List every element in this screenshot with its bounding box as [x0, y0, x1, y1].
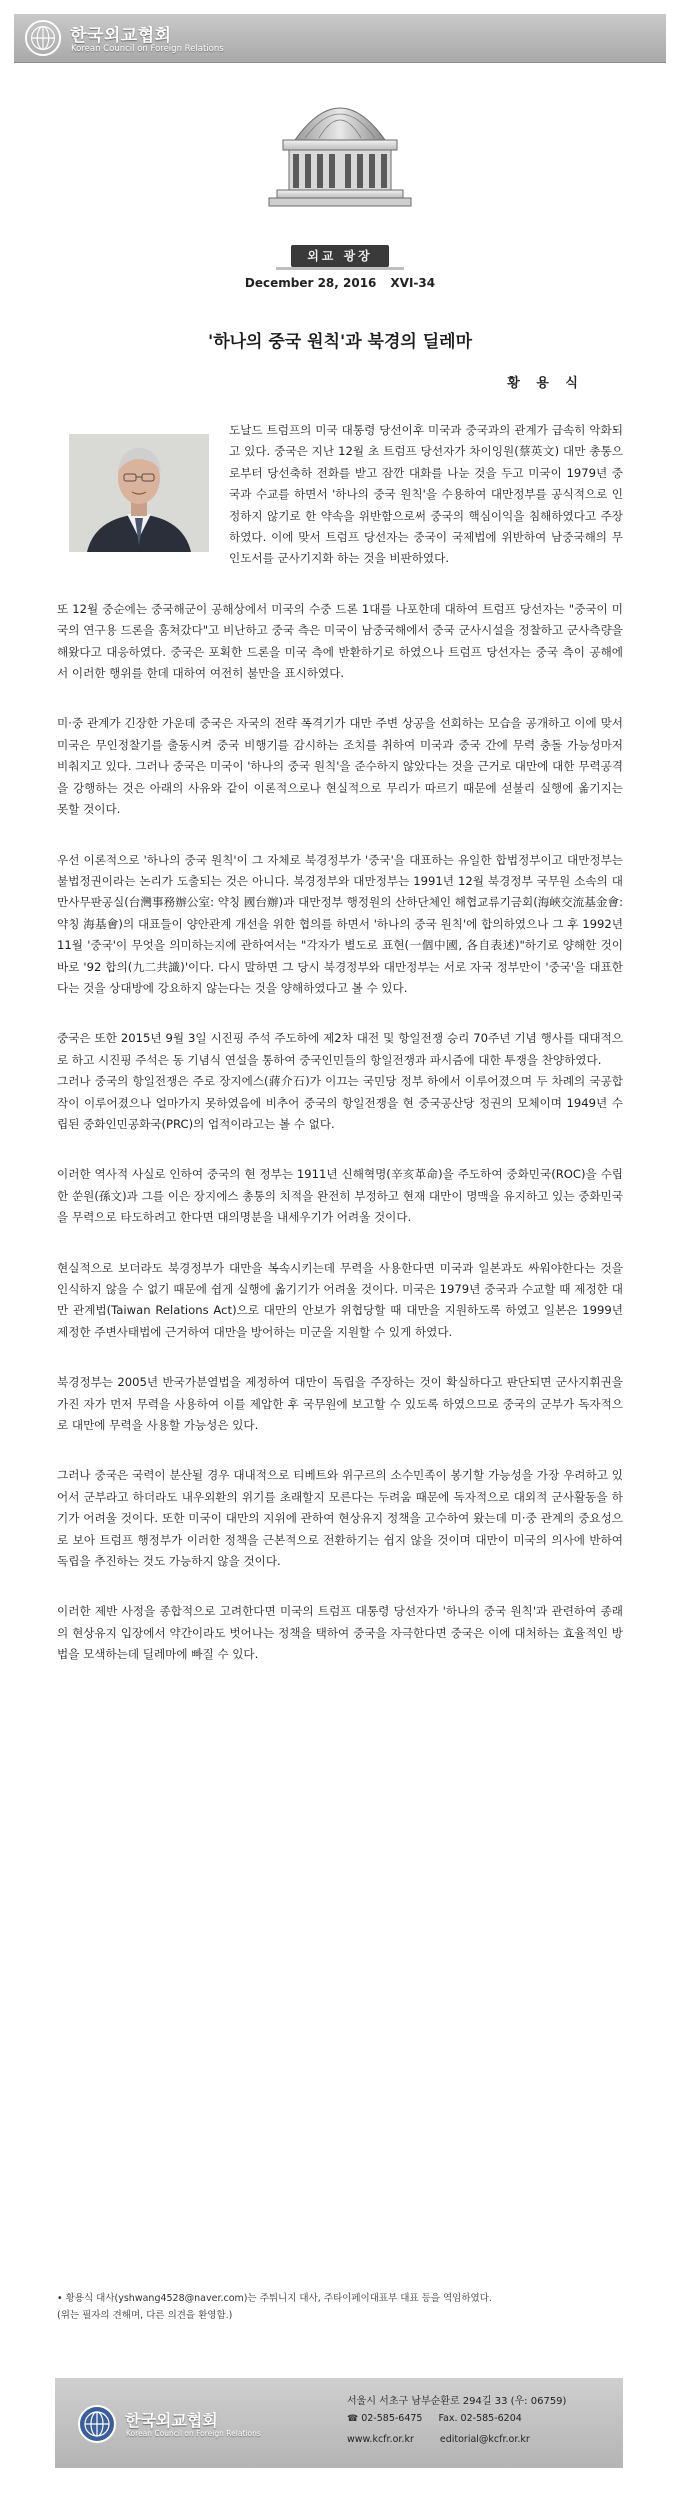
author-note [57, 2290, 623, 2324]
footer-phone-line [347, 2413, 522, 2424]
issue-date: December 28, 2016 [244, 276, 377, 290]
paragraph-4: 우선 이론적으로 '하나의 중국 원칙'이 그 자체로 북경정부가 '중국'을 대표하는 유일한 합법정부이고 대만정부는 불법정권이라는 논리가 도출되는 것은 아니다. 북경정부와 대만정부는 1991년 12월 북경정부 국무원 소속의 대만사무판공실(台灣事務辦公室: 약칭 國台辦)과 대만정부 행정원의 산하단체인 해협교류기금회(海峽交流基金會: 약칭 海基會)의 대표들이 양안관계 개선을 위한 협의를 하면서 '하나의 중국 원칙'에 합의하였으나 그 후 1992년 11월 '중국'이 무엇을 의미하는지에 관하여서는 "각자가 별도로 표현(一個中國, 各自表述)"하기로 양해한 것이 바로 '92 합의(九二共識)'이다. 다시 말하면 그 당시 북경정부와 대만정부는 서로 자국 정부만이 '중국'을 대표한다는 것을 상대방에 강요하지 않는다는 것을 양해하였다고 볼 수 있다. [57, 852, 623, 995]
paragraph-9: 그러나 중국은 국력이 분산될 경우 대내적으로 티베트와 위구르의 소수민족이 봉기할 가능성을 가장 우려하고 있어서 군부라고 하더라도 내우외환의 위기를 초래할지 모른다는 두려움 때문에 독자적으로 대외적 군사활동을 하기가 어려울 것이다. 또한 미국이 대만의 지위에 관하여 현상유지 정책을 고수하여 왔는데 미·중 관계의 중요성으로 보아 트럼프 행정부가 이러한 정책을 근본적으로 전환하기는 쉽지 않을 것이며 대만이 미국의 의사에 반하여 독립을 추진하는 것도 가능하지 않을 것이다. [57, 1468, 623, 1569]
footer-fax: Fax. 02-585-6204 [438, 2413, 522, 2424]
date-line [0, 276, 680, 290]
org-name: 한국외교협회 [70, 26, 172, 46]
phone-icon: ☎ [347, 2414, 359, 2424]
paragraph-1: 도날드 트럼프의 미국 대통령 당선이후 미국과 중국과의 관계가 급속히 악화되고 있다. 중국은 지난 12월 초 트럼프 당선자가 차이잉원(蔡英文) 대만 총통으로부터 당선축하 전화를 받고 잠깐 대화를 나눈 것을 두고 미국이 1979년 중국과 수교를 하면서 '하나의 중국 원칙'을 수용하여 대만정부를 공식적으로 인정하지 않기로 한 약속을 위반함으로써 중국의 핵심이익을 침해하였다고 주장하였다. 이에 맞서 트럼프 당선자는 중국이 국제법에 위반하여 남중국해의 무인도서를 군사기지화 하는 것을 비판하였다. [229, 423, 623, 566]
paragraph-6: 이러한 역사적 사실로 인하여 중국의 현 정부는 1911년 신해혁명(辛亥革命)을 주도하여 중화민국(ROC)을 수립한 쑨원(孫文)과 그를 이은 장지에스 총통의 치적을 완전히 부정하고 현재 대만이 명맥을 유지하고 있는 중화민국을 무력으로 타도하려고 한다면 대의명분을 내세우기가 어려울 것이다. [57, 1167, 623, 1225]
column-plaque: 외교 광장 [291, 245, 389, 267]
author-portrait-icon [69, 434, 209, 552]
paragraph-8: 북경정부는 2005년 반국가분열법을 제정하여 대만이 독립을 주장하는 것이 확실하다고 판단되면 군사지휘권을 가진 자가 먼저 무력을 사용하여 이를 제압한 후 국무원에 보고할 수 있도록 하였으므로 중국의 군부가 독자적으로 대만에 무력을 사용할 가능성은 있다. [57, 1375, 623, 1433]
footer-web-line [347, 2434, 530, 2445]
article-title: '하나의 중국 원칙'과 북경의 딜레마 [208, 332, 472, 352]
paragraph-5: 중국은 또한 2015년 9월 3일 시진핑 주석 주도하에 제2차 대전 및 항일전쟁 승리 70주년 기념 행사를 대대적으로 하고 시진핑 주석은 동 기념식 연설을 통하여 중국인민들의 항일전쟁과 파시즘에 대한 투쟁을 찬양하였다. 그러나 중국의 항일전쟁은 주로 장지에스(蔣介石)가 이끄는 국민당 정부 하에서 이루어졌으며 두 차례의 국공합작이 이루어졌으나 얼마가지 못하였음에 비추어 중국의 항일전쟁을 현 중국공산당 정권의 모체이며 1949년 수립된 중화인민공화국(PRC)의 업적이라고는 볼 수 없다. [57, 1031, 623, 1131]
pavilion-emblem-icon [265, 68, 415, 218]
footer-address: 서울시 서초구 남부순환로 294길 33 (우: 06759) [347, 2396, 567, 2407]
issue-number: XVI-34 [390, 276, 436, 290]
paragraph-10: 이러한 제반 사정을 종합적으로 고려한다면 미국의 트럼프 대통령 당선자가 '하나의 중국 원칙'과 관련하여 종래의 현상유지 입장에서 약간이라도 벗어나는 정책을 택하여 중국을 자극한다면 중국은 이에 대처하는 효율적인 방법을 모색하는데 딜레마에 빠질 수 있다. [57, 1604, 623, 1662]
globe-logo-icon [24, 19, 62, 57]
footer-org-name: 한국외교협회 [125, 2411, 218, 2430]
paragraph-3: 미·중 관계가 긴장한 가운데 중국은 자국의 전략 폭격기가 대만 주변 상공을 선회하는 모습을 공개하고 이에 맞서 미국은 무인정찰기를 출동시켜 중국 비행기를 감시하는 조치를 취하여 미국과 중국 간에 무력 충돌 가능성마저 비춰지고 있다. 그러나 중국은 미국이 '하나의 중국 원칙'을 준수하지 않았다는 것을 근거로 대만에 대한 무력공격을 강행하는 것은 아래의 사유와 같이 이론적으로나 현실적으로 무리가 따르기 때문에 섣불리 실행에 옮기지는 못할 것이다. [57, 716, 623, 817]
paragraph-2: 또 12월 중순에는 중국해군이 공해상에서 미국의 수중 드론 1대를 나포한데 대하여 트럼프 당선자는 "중국이 미국의 연구용 드론을 훔쳐갔다"고 비난하고 중국 측은 미국이 남중국해에서 중국 군사시설을 정찰하고 군사측량을 해왔다고 대응하였다. 중국은 포획한 드론을 미국 측에 반환하기로 하였으나 트럼프 당선자는 중국 측이 공해에서 이러한 행위를 한데 대하여 여전히 불만을 표시하였다. [57, 601, 623, 681]
article-body [57, 420, 623, 1695]
org-name-en: Korean Council on Foreign Relations [71, 44, 224, 54]
footer-tel: 02-585-6475 [361, 2413, 423, 2424]
article-author: 황 용 식 [507, 376, 584, 391]
plaque-stand [276, 267, 404, 270]
author-note-line-1: • 황용식 대사(yshwang4528@naver.com)는 주튀니지 대사, 주타이페이대표부 대표 등을 역임하였다. [57, 2293, 492, 2304]
author-note-line-2: (위는 필자의 견해며, 다른 의견을 환영함.) [57, 2310, 233, 2321]
footer-email-link[interactable]: editorial@kcfr.or.kr [439, 2434, 530, 2445]
author-photo [69, 434, 209, 552]
header-band [14, 14, 666, 63]
footer-website-link[interactable]: www.kcfr.or.kr [347, 2434, 414, 2445]
footer-org-name-en: Korean Council on Foreign Relations [126, 2429, 261, 2438]
paragraph-7: 현실적으로 보더라도 북경정부가 대만을 복속시키는데 무력을 사용한다면 미국과 일본과도 싸워야한다는 것을 인식하지 않을 수 없기 때문에 쉽게 실행에 옮기기가 어려울 것이다. 미국은 1979년 중국과 수교할 때 제정한 대만 관계법(Taiwan Relations Act)으로 대만의 안보가 위협당할 때 대만을 지원하도록 하였고 일본은 1999년 제정한 주변사태법에 근거하여 대만을 방어하는 미군을 지원할 수 있게 하였다. [57, 1260, 623, 1339]
footer-band [55, 2378, 623, 2468]
footer-globe-logo-icon [77, 2404, 117, 2444]
